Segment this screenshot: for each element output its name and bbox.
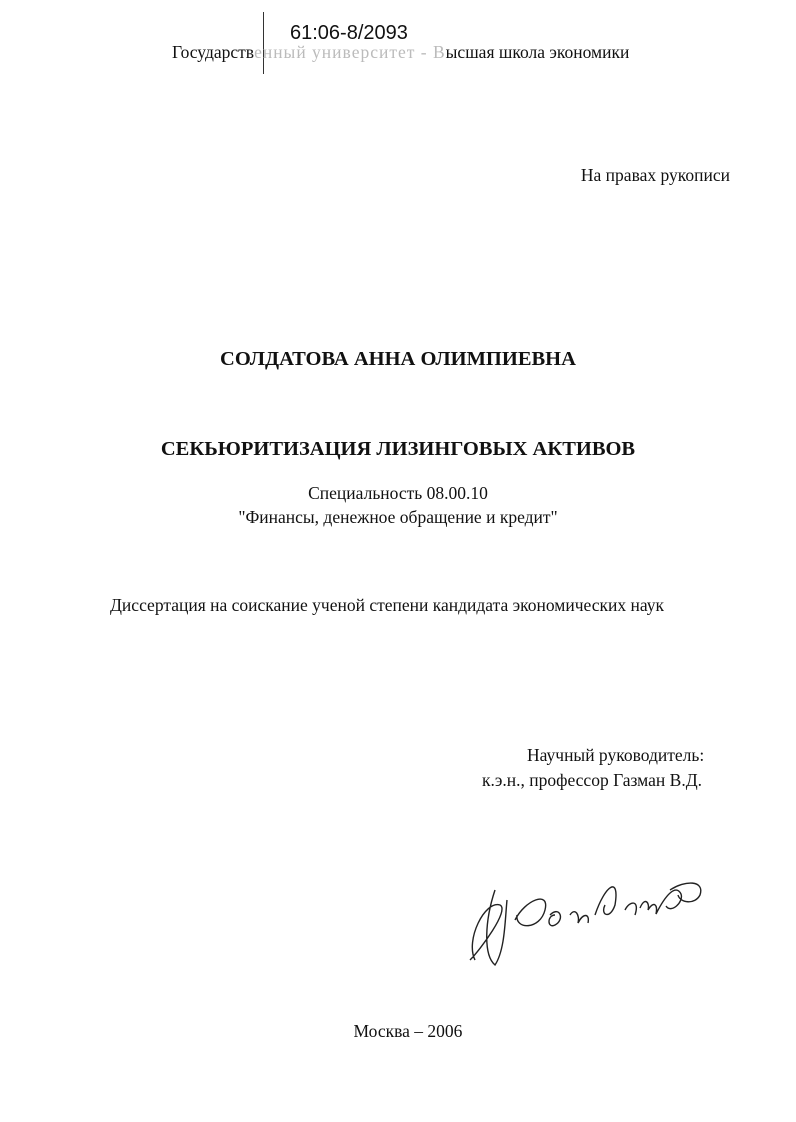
author-name: СОЛДАТОВА АННА ОЛИМПИЕВНА: [220, 348, 576, 370]
org-left: Государств: [172, 42, 255, 62]
org-right: ысшая школа экономики: [445, 42, 630, 62]
organization-name: [172, 42, 629, 63]
specialty-name: "Финансы, денежное обращение и кредит": [238, 507, 558, 527]
signature: [455, 860, 715, 975]
specialty-code: Специальность 08.00.10: [308, 483, 488, 503]
dissertation-title: СЕКЬЮРИТИЗАЦИЯ ЛИЗИНГОВЫХ АКТИВОВ: [160, 438, 636, 460]
supervisor-label: Научный руководитель:: [527, 745, 705, 765]
org-obscured: енный университет - В: [254, 42, 446, 62]
rights-note: На правах рукописи: [580, 165, 730, 185]
dissertation-line: Диссертация на соискание ученой степени кандидата экономических наук: [110, 595, 664, 615]
place-year: Москва – 2006: [353, 1021, 463, 1041]
supervisor-name: к.э.н., профессор Газман В.Д.: [482, 770, 703, 790]
library-stamp-number: 61:06-8/2093: [290, 22, 408, 44]
